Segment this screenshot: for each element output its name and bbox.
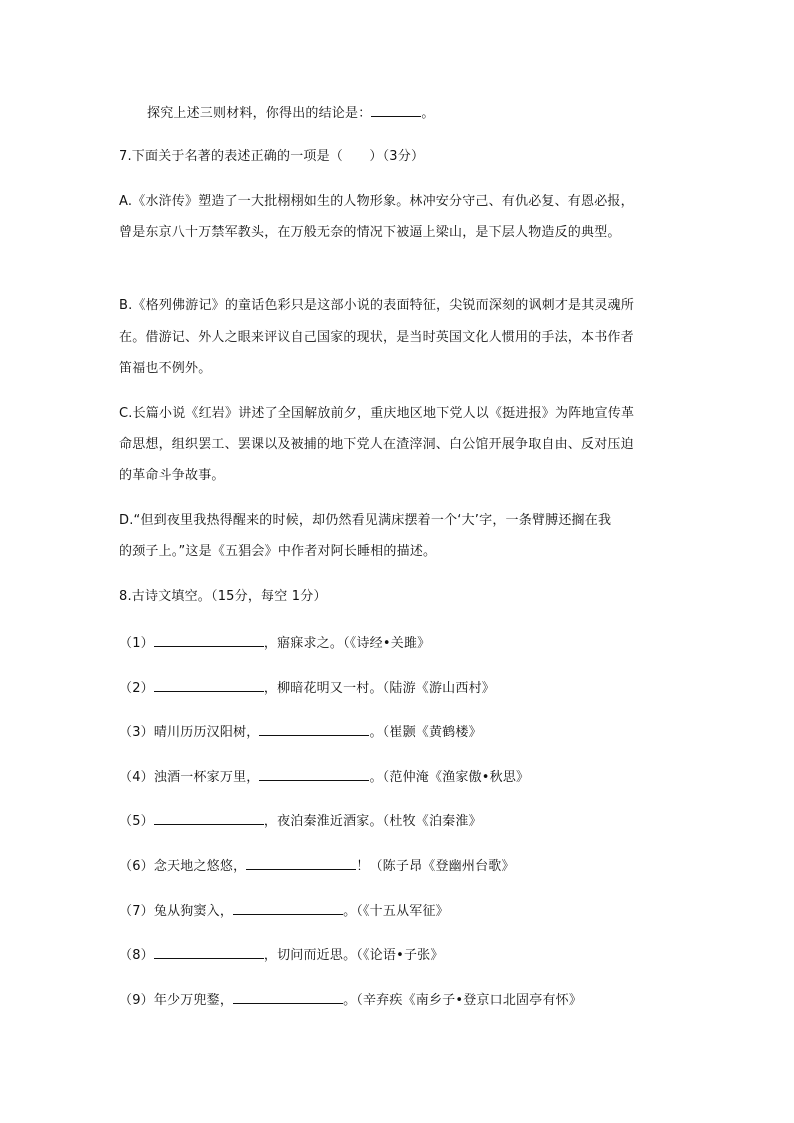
q8-item-number: （7）: [119, 904, 154, 919]
q8-item-number: （4）: [119, 770, 154, 785]
q8-item-number: （5）: [119, 814, 154, 829]
q8-item-number: （8）: [119, 948, 154, 963]
q8-item-after: ，柳暗花明又一村。（陆游《游山西村》: [263, 681, 495, 696]
q8-item-6: [119, 855, 515, 877]
q8-item-3: [119, 721, 482, 743]
q8-item-number: （1）: [119, 636, 154, 651]
q8-answer-blank[interactable]: [154, 677, 264, 692]
q7-option-a-line-2: 曾是东京八十万禁军教头，在万般无奈的情况下被逼上梁山，是下层人物造反的典型。: [119, 225, 621, 240]
q8-item-after: 。（崔颢《黄鹤楼》: [369, 725, 482, 740]
q8-answer-blank[interactable]: [154, 810, 264, 825]
q8-answer-blank[interactable]: [154, 632, 264, 647]
q8-item-2: [119, 677, 495, 699]
q8-item-before: 年少万兜鍪，: [153, 993, 234, 1008]
q8-item-number: （3）: [119, 725, 154, 740]
conclusion-text: 探究上述三则材料，你得出的结论是：: [147, 106, 372, 121]
q8-item-number: （9）: [119, 993, 154, 1008]
q7-option-a-line-1: A.《水浒传》塑造了一大批栩栩如生的人物形象。林冲安分守己、有仇必复、有恩必报，: [119, 194, 634, 209]
q8-item-after: ，寤寐求之。（《诗经•关雎》: [263, 636, 431, 651]
q8-item-9: [119, 989, 582, 1011]
q7-option-c-line-3: 的革命斗争故事。: [119, 468, 225, 483]
q8-item-after: 。（范仲淹《渔家傲•秋思》: [369, 770, 530, 785]
q8-item-before: 浊酒一杯家万里，: [153, 770, 260, 785]
conclusion-prompt: [147, 102, 435, 124]
q8-answer-blank[interactable]: [233, 900, 343, 915]
q7-option-c-line-1: C.长篇小说《红岩》讲述了全国解放前夕，重庆地区地下党人以《挺进报》为阵地宣传革: [119, 406, 635, 421]
q7-option-b-line-2: 在。借游记、外人之眼来评议自己国家的现状，是当时英国文化人惯用的手法，本书作者: [119, 330, 634, 345]
q8-answer-blank[interactable]: [259, 766, 369, 781]
q8-item-8: [119, 944, 444, 966]
q7-option-d-line-1: D.“但到夜里我热得醒来的时候，却仍然看见满床摆着一个‘大’字，一条臂膊还搁在我: [119, 513, 612, 528]
q7-option-b-line-3: 笛福也不例外。: [119, 361, 212, 376]
q8-item-1: [119, 632, 430, 654]
q8-stem: 8.古诗文填空。（15分，每空 1分）: [119, 589, 327, 604]
q8-item-number: （2）: [119, 681, 154, 696]
q7-option-b-line-1: B.《格列佛游记》的童话色彩只是这部小说的表面特征，尖锐而深刻的讽刺才是其灵魂所: [119, 298, 635, 313]
q8-answer-blank[interactable]: [154, 944, 264, 959]
q8-answer-blank[interactable]: [233, 989, 343, 1004]
q7-option-c-line-2: 命思想，组织罢工、罢课以及被捕的地下党人在渣滓洞、白公馆开展争取自由、反对压迫: [119, 437, 634, 452]
q8-item-after: 。（《十五从军征》: [343, 904, 449, 919]
conclusion-end: 。: [421, 106, 435, 121]
q8-item-before: 兔从狗窦入，: [153, 904, 234, 919]
q8-item-after: 。（辛弃疾《南乡子•登京口北固亭有怀》: [343, 993, 583, 1008]
q8-answer-blank[interactable]: [259, 721, 369, 736]
q7-option-d-line-2: 的颈子上。”这是《五猖会》中作者对阿长睡相的描述。: [119, 544, 437, 559]
q8-item-after: ！（陈子昂《登幽州台歌》: [356, 859, 515, 874]
q7-stem: 7.下面关于名著的表述正确的一项是（ ）（3分）: [119, 149, 425, 164]
q8-item-before: 念天地之悠悠，: [153, 859, 247, 874]
q8-item-number: （6）: [119, 859, 154, 874]
conclusion-blank[interactable]: [371, 102, 421, 117]
q8-item-7: [119, 900, 449, 922]
q8-item-before: 晴川历历汉阳树，: [153, 725, 260, 740]
q8-item-5: [119, 810, 482, 832]
q8-answer-blank[interactable]: [246, 855, 356, 870]
q8-item-after: ，切问而近思。（《论语•子张》: [263, 948, 444, 963]
q8-item-4: [119, 766, 529, 788]
q8-item-after: ，夜泊秦淮近酒家。（杜牧《泊秦淮》: [263, 814, 482, 829]
